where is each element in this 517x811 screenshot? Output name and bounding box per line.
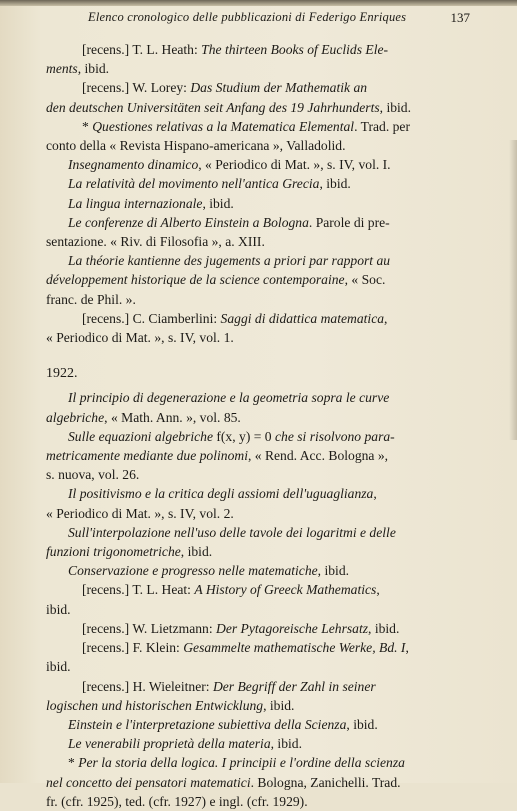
entry-equazioni-cont2 [46,465,506,484]
entry-einstein-conferenze [46,213,506,232]
entry-note: . Trad. per [354,118,410,134]
entry-title-cont: den deutschen Universitäten seit Anfang des 19 Jahrhunderts [46,99,380,115]
entry-author: [recens.] T. L. Heath: [82,42,202,57]
entry-title-cont: nel concetto dei pensatori matematici [46,774,251,790]
entry-degenerazione-cont [46,408,506,427]
entry-einstein-interpretazione [46,715,506,734]
entry-title: La relatività del movimento nell'antica Grecia [68,176,320,192]
entry-title: Sull'interpolazione nell'uso delle tavole dei logaritmi e delle [68,524,396,540]
entry-punct: , [384,310,388,326]
entry-title: Conservazione e progresso nelle matematiche [68,563,318,579]
entry-source: . Bologna, Zanichelli. Trad. [250,774,401,790]
entry-wieleitner-cont [46,696,506,715]
entry-storia-logica [46,753,506,772]
entry-title: Einstein e l'interpretazione subiettiva della Scienza [68,716,347,732]
entry-marker: * [82,118,93,134]
entry-lorey [46,78,506,97]
entry-source: ibid. [46,601,71,617]
entry-punct: , [376,582,380,598]
entry-interpolazione [46,523,506,542]
entry-conservazione [46,561,506,580]
entry-storia-logica-cont [46,773,506,792]
entry-author: [recens.] T. L. Heat: [82,582,195,598]
entry-heat-greek-cont [46,600,506,619]
entry-author: [recens.] W. Lorey: [82,80,191,96]
entry-source: , ibid. [317,563,350,579]
entry-source: , ibid. [180,544,213,560]
entry-title: Insegnamento dinamico [68,157,199,173]
entry-theorie-kantienne [46,251,506,270]
entry-klein [46,638,506,657]
entry-source: , ibid. [319,176,351,192]
entry-theorie-kantienne-cont2 [46,290,506,309]
entry-venerabili [46,734,506,753]
entry-title: A History of Greeck Mathematics [194,582,377,598]
entry-lorey-cont [46,98,506,117]
entry-author: [recens.] H. Wieleitner: [82,678,213,694]
entry-punct: , [405,640,409,656]
entry-title: che si risolvono para- [271,428,395,444]
page-header [0,10,517,28]
entry-title: Le conferenze di Alberto Einstein a Bologna [68,214,309,230]
entry-title-cont: funzioni trigonometriche [46,544,181,560]
entry-title-cont: développement historique de la science contemporaine [46,272,345,288]
entry-source: , « Math. Ann. », vol. 85. [104,409,241,425]
entry-source: conto della « Revista Hispano-americana », Valladolid. [46,138,346,154]
entry-einstein-conferenze-cont [46,232,506,251]
page-edge-shadow [509,140,517,440]
entry-source: , ibid. [202,195,234,211]
entry-equazioni-cont [46,446,506,465]
entry-author: [recens.] C. Ciamberlini: [82,310,221,326]
entry-formula: f(x, y) = 0 [216,428,272,444]
entry-relativita [46,174,506,193]
entry-source: , ibid. [263,697,295,713]
entry-source: « Periodico di Mat. », s. IV, vol. 1. [46,330,234,346]
entry-questiones [46,117,506,136]
entry-degenerazione [46,388,506,407]
entry-title: Questiones relativas a la Matematica Elemental [92,118,355,134]
page-number: 137 [450,10,470,25]
entry-title: Saggi di didattica matematica [220,310,385,326]
entry-title-cont: metricamente mediante due polinomi [46,448,248,464]
entry-author: [recens.] W. Lietzmann: [82,620,216,636]
page-top-shadow [0,0,517,6]
entry-note: . Parole di pre- [308,214,390,230]
entry-heat-greek [46,580,506,599]
entry-marker: * [68,755,79,771]
entry-source: ibid. [46,659,71,675]
entry-source: , « Periodico di Mat. », s. IV, vol. I. [198,157,391,173]
entry-title-cont: logischen und historischen Entwicklung [46,697,264,713]
entry-source-cont: fr. (cfr. 1925), ted. (cfr. 1927) e ingl. (cfr. 1929). [46,793,308,809]
entry-heath-euclid-cont [46,59,506,78]
entry-source: , « Rend. Acc. Bologna », [247,448,389,464]
entry-source: , ibid. [368,620,400,636]
entry-heath-euclid [46,40,506,59]
entry-insegnamento [46,155,506,174]
entry-title: Sulle equazioni algebriche [68,428,217,444]
entry-title: Der Begriff der Zahl in seiner [212,678,376,694]
entry-source: « Periodico di Mat. », s. IV, vol. 2. [46,505,234,521]
entry-wieleitner [46,677,506,696]
entry-storia-logica-cont2 [46,792,506,811]
entry-source: , ibid. [77,61,110,77]
entry-lingua [46,194,506,213]
entry-title: La théorie kantienne des jugements a priori par rapport au [68,253,391,269]
running-title: Elenco cronologico delle pubblicazioni di Federigo Enriques [88,10,407,24]
entry-source-cont: s. nuova, vol. 26. [46,467,140,483]
entry-source: , ibid. [346,716,378,732]
entry-title-cont: algebriche [46,409,105,425]
entry-source: , ibid. [270,736,302,752]
year-heading-1922: 1922. [46,366,78,382]
entry-questiones-cont [46,136,506,155]
entry-title: Le venerabili proprietà della materia [68,736,271,752]
entry-title: Gesammelte mathematische Werke, Bd. I [183,640,406,656]
entry-lietzmann [46,619,506,638]
bibliography-list [46,40,506,811]
entry-title: The thirteen Books of Euclids Ele- [201,42,389,57]
entry-source-cont: franc. de Phil. ». [46,291,136,307]
entry-punct: , [373,486,377,502]
entry-title: Per la storia della logica. I principii e l'ordine della scienza [78,755,405,771]
entry-title: Il positivismo e la critica degli assiomi dell'uguaglianza [68,486,374,502]
entry-title: Il principio di degenerazione e la geometria sopra le curve [68,390,390,406]
entry-author: [recens.] F. Klein: [82,640,184,656]
entry-klein-cont [46,657,506,676]
entry-interpolazione-cont [46,542,506,561]
entry-source: , ibid. [379,99,411,115]
entry-theorie-kantienne-cont [46,270,506,289]
entry-ciamberlini-cont [46,328,506,347]
entry-positivismo-cont [46,504,506,523]
entry-title: Das Studium der Mathematik an [190,80,368,96]
entry-equazioni [46,427,506,446]
entry-source: , « Soc. [344,272,386,288]
entry-title: La lingua internazionale [68,195,203,211]
entry-title-cont: ments [46,61,78,77]
entry-ciamberlini [46,309,506,328]
entry-source: sentazione. « Riv. di Filosofia », a. XIII. [46,234,265,250]
entry-title: Der Pytagoreische Lehrsatz [216,620,369,636]
entry-positivismo [46,484,506,503]
